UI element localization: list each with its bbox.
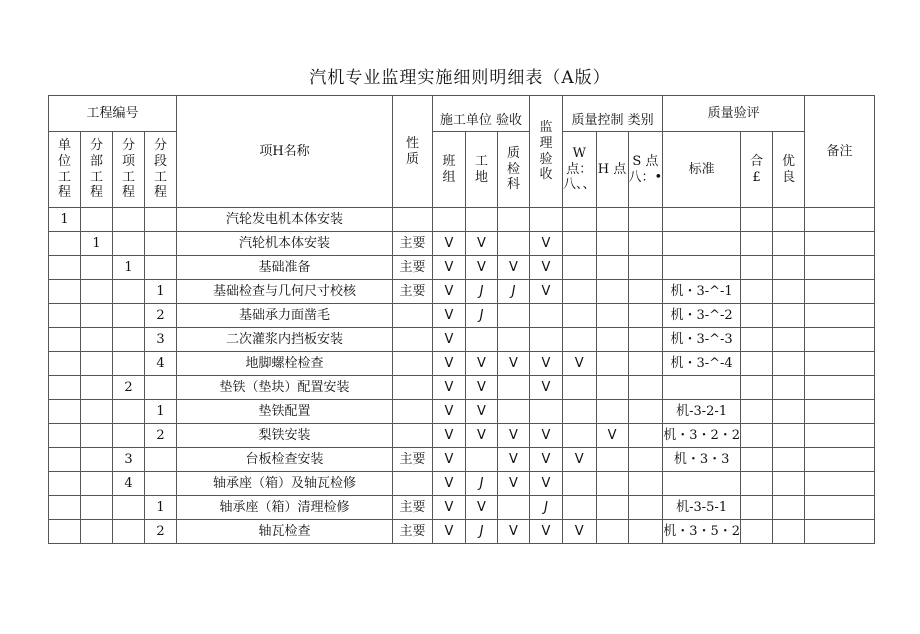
site-check-cell: V	[466, 352, 498, 376]
remarks-cell	[805, 376, 875, 400]
supervision-detail-table	[48, 95, 875, 544]
qc-check-cell	[498, 232, 530, 256]
table-row	[49, 400, 875, 424]
h-point-cell	[596, 304, 628, 328]
item-name-cell: 地脚螺栓检查	[177, 352, 393, 376]
w-point-cell	[563, 376, 597, 400]
excellent-cell	[773, 304, 805, 328]
w-point-cell	[563, 256, 597, 280]
supervision-check-cell	[530, 328, 563, 352]
standard-cell: 机-3-2-1	[663, 400, 741, 424]
excellent-cell	[773, 472, 805, 496]
standard-cell: 机・3・5・2	[663, 520, 741, 544]
nature-cell	[393, 424, 433, 448]
pass-cell	[741, 280, 773, 304]
supervision-check-cell: V	[530, 352, 563, 376]
excellent-cell	[773, 256, 805, 280]
segment-header: 分 段 工 程	[145, 132, 177, 208]
supervision-check-cell: V	[530, 472, 563, 496]
subitem-cell	[113, 232, 145, 256]
standard-cell: 机・3・2・2	[663, 424, 741, 448]
table-row	[49, 232, 875, 256]
pass-cell	[741, 448, 773, 472]
excellent-cell	[773, 208, 805, 232]
remarks-cell	[805, 256, 875, 280]
supervision-check-cell	[530, 208, 563, 232]
item-name-cell: 汽轮机本体安装	[177, 232, 393, 256]
table-row	[49, 496, 875, 520]
pass-cell	[741, 472, 773, 496]
division-cell	[81, 352, 113, 376]
segment-cell: 2	[145, 304, 177, 328]
team-check-cell	[433, 208, 466, 232]
pass-cell	[741, 400, 773, 424]
remarks-cell	[805, 448, 875, 472]
item-name-cell: 轴瓦检查	[177, 520, 393, 544]
site-check-cell: V	[466, 376, 498, 400]
item-name-cell: 垫铁配置	[177, 400, 393, 424]
supervision-check-cell: V	[530, 376, 563, 400]
s-point-cell	[628, 328, 663, 352]
h-point-cell	[596, 328, 628, 352]
h-point-cell	[596, 448, 628, 472]
unit-cell	[49, 232, 81, 256]
h-point-cell	[596, 400, 628, 424]
unit-header: 单 位 工 程	[49, 132, 81, 208]
s-point-cell	[628, 424, 663, 448]
unit-cell	[49, 400, 81, 424]
qc-check-cell: V	[498, 424, 530, 448]
unit-cell	[49, 376, 81, 400]
site-check-cell	[466, 448, 498, 472]
nature-cell	[393, 472, 433, 496]
qc-check-cell: V	[498, 520, 530, 544]
standard-cell	[663, 208, 741, 232]
qc-check-cell: V	[498, 448, 530, 472]
page-title: 汽机专业监理实施细则明细表（A版）	[309, 68, 611, 88]
supervision-check-cell: V	[530, 448, 563, 472]
h-point-cell: V	[596, 424, 628, 448]
team-check-cell: V	[433, 352, 466, 376]
table-row	[49, 520, 875, 544]
pass-cell	[741, 256, 773, 280]
team-check-cell: V	[433, 328, 466, 352]
standard-cell	[663, 232, 741, 256]
supervision-header: 监 理 验 收	[530, 96, 563, 208]
unit-cell	[49, 496, 81, 520]
nature-cell	[393, 400, 433, 424]
division-cell	[81, 496, 113, 520]
segment-cell: 3	[145, 328, 177, 352]
s-point-header: S 点 八：•	[628, 132, 663, 208]
excellent-cell	[773, 448, 805, 472]
s-point-cell	[628, 232, 663, 256]
division-cell: 1	[81, 232, 113, 256]
standard-cell: 机・3-^-1	[663, 280, 741, 304]
h-point-cell	[596, 376, 628, 400]
excellent-cell	[773, 520, 805, 544]
remarks-header: 备注	[805, 96, 875, 208]
s-point-cell	[628, 304, 663, 328]
w-point-cell	[563, 424, 597, 448]
excellent-cell	[773, 400, 805, 424]
division-cell	[81, 520, 113, 544]
pass-cell	[741, 208, 773, 232]
unit-cell	[49, 304, 81, 328]
excellent-cell	[773, 496, 805, 520]
remarks-cell	[805, 352, 875, 376]
pass-cell	[741, 520, 773, 544]
division-header: 分 部 工 程	[81, 132, 113, 208]
excellent-cell	[773, 232, 805, 256]
pass-header: 合 £	[741, 132, 773, 208]
supervision-check-cell	[530, 304, 563, 328]
nature-cell	[393, 208, 433, 232]
remarks-cell	[805, 232, 875, 256]
site-check-cell: J	[466, 472, 498, 496]
nature-cell: 主要	[393, 448, 433, 472]
h-point-header: H 点	[596, 132, 628, 208]
subitem-cell	[113, 208, 145, 232]
team-check-cell: V	[433, 400, 466, 424]
pass-cell	[741, 352, 773, 376]
unit-cell	[49, 424, 81, 448]
qc-header: 质 检 科	[498, 132, 530, 208]
table-row	[49, 328, 875, 352]
remarks-cell	[805, 496, 875, 520]
segment-cell	[145, 472, 177, 496]
team-check-cell: V	[433, 280, 466, 304]
standard-cell: 机・3・3	[663, 448, 741, 472]
item-name-cell: 基础承力面凿毛	[177, 304, 393, 328]
item-name-cell: 梨铁安装	[177, 424, 393, 448]
h-point-cell	[596, 208, 628, 232]
w-point-cell	[563, 328, 597, 352]
w-point-cell	[563, 472, 597, 496]
s-point-cell	[628, 472, 663, 496]
segment-cell: 1	[145, 496, 177, 520]
subitem-cell: 3	[113, 448, 145, 472]
header-row-1	[49, 96, 875, 132]
nature-cell: 主要	[393, 280, 433, 304]
s-point-cell	[628, 520, 663, 544]
segment-cell: 4	[145, 352, 177, 376]
w-point-cell: V	[563, 520, 597, 544]
item-name-cell: 汽轮发电机本体安装	[177, 208, 393, 232]
qc-check-cell	[498, 376, 530, 400]
qc-check-cell: J	[498, 280, 530, 304]
subitem-cell: 4	[113, 472, 145, 496]
supervision-check-cell: J	[530, 496, 563, 520]
s-point-cell	[628, 352, 663, 376]
excellent-cell	[773, 328, 805, 352]
qc-check-cell	[498, 496, 530, 520]
h-point-cell	[596, 280, 628, 304]
nature-cell: 主要	[393, 256, 433, 280]
segment-cell	[145, 232, 177, 256]
qc-check-cell: V	[498, 256, 530, 280]
w-point-cell	[563, 280, 597, 304]
site-check-cell: V	[466, 424, 498, 448]
remarks-cell	[805, 280, 875, 304]
qc-check-cell: V	[498, 352, 530, 376]
h-point-cell	[596, 520, 628, 544]
excellent-header: 优 良	[773, 132, 805, 208]
w-point-cell: V	[563, 352, 597, 376]
subitem-cell	[113, 280, 145, 304]
item-name-header: 项H名称	[177, 96, 393, 208]
qc-check-cell	[498, 304, 530, 328]
subitem-cell	[113, 304, 145, 328]
table-row	[49, 208, 875, 232]
w-point-cell	[563, 208, 597, 232]
nature-cell	[393, 304, 433, 328]
s-point-cell	[628, 256, 663, 280]
team-check-cell: V	[433, 424, 466, 448]
pass-cell	[741, 376, 773, 400]
site-check-cell: J	[466, 280, 498, 304]
supervision-check-cell	[530, 400, 563, 424]
qc-check-cell	[498, 400, 530, 424]
standard-cell: 机・3-^-2	[663, 304, 741, 328]
division-cell	[81, 400, 113, 424]
site-check-cell: V	[466, 256, 498, 280]
team-header: 班 组	[433, 132, 466, 208]
site-check-cell	[466, 328, 498, 352]
project-no-header: 工程编号	[49, 96, 177, 132]
subitem-cell	[113, 328, 145, 352]
team-check-cell: V	[433, 304, 466, 328]
remarks-cell	[805, 520, 875, 544]
table-row	[49, 424, 875, 448]
standard-header: 标准	[663, 132, 741, 208]
s-point-cell	[628, 448, 663, 472]
unit-cell	[49, 472, 81, 496]
excellent-cell	[773, 424, 805, 448]
standard-cell	[663, 472, 741, 496]
unit-cell	[49, 280, 81, 304]
item-name-cell: 台板检查安装	[177, 448, 393, 472]
division-cell	[81, 280, 113, 304]
excellent-cell	[773, 280, 805, 304]
supervision-check-cell: V	[530, 232, 563, 256]
supervision-check-cell: V	[530, 256, 563, 280]
remarks-cell	[805, 328, 875, 352]
qc-check-cell	[498, 208, 530, 232]
w-point-cell	[563, 232, 597, 256]
nature-cell: 主要	[393, 520, 433, 544]
unit-cell	[49, 352, 81, 376]
unit-cell	[49, 328, 81, 352]
unit-cell	[49, 520, 81, 544]
division-cell	[81, 304, 113, 328]
pass-cell	[741, 424, 773, 448]
h-point-cell	[596, 352, 628, 376]
subitem-cell	[113, 520, 145, 544]
nature-cell: 主要	[393, 232, 433, 256]
site-check-cell: J	[466, 304, 498, 328]
item-name-cell: 轴承座（箱）及轴瓦检修	[177, 472, 393, 496]
h-point-cell	[596, 472, 628, 496]
site-header: 工 地	[466, 132, 498, 208]
division-cell	[81, 256, 113, 280]
standard-cell	[663, 376, 741, 400]
segment-cell	[145, 376, 177, 400]
w-point-cell	[563, 496, 597, 520]
w-point-cell: V	[563, 448, 597, 472]
s-point-cell	[628, 376, 663, 400]
pass-cell	[741, 232, 773, 256]
table-row	[49, 472, 875, 496]
subitem-cell	[113, 424, 145, 448]
site-check-cell: V	[466, 232, 498, 256]
nature-header: 性 质	[393, 96, 433, 208]
team-check-cell: V	[433, 448, 466, 472]
nature-cell	[393, 352, 433, 376]
table-row	[49, 256, 875, 280]
item-name-cell: 垫铁（垫块）配置安装	[177, 376, 393, 400]
unit-cell	[49, 448, 81, 472]
header-row-2	[49, 132, 875, 208]
subitem-cell	[113, 352, 145, 376]
quality-eval-header: 质量验评	[663, 96, 805, 132]
table-row	[49, 376, 875, 400]
team-check-cell: V	[433, 232, 466, 256]
w-point-cell	[563, 400, 597, 424]
nature-cell	[393, 328, 433, 352]
subitem-header: 分 项 工 程	[113, 132, 145, 208]
remarks-cell	[805, 472, 875, 496]
team-check-cell: V	[433, 376, 466, 400]
item-name-cell: 基础准备	[177, 256, 393, 280]
pass-cell	[741, 496, 773, 520]
s-point-cell	[628, 496, 663, 520]
nature-cell	[393, 376, 433, 400]
division-cell	[81, 328, 113, 352]
unit-cell: 1	[49, 208, 81, 232]
excellent-cell	[773, 352, 805, 376]
item-name-cell: 轴承座（箱）清理检修	[177, 496, 393, 520]
table-row	[49, 352, 875, 376]
subitem-cell	[113, 496, 145, 520]
standard-cell	[663, 256, 741, 280]
subitem-cell: 1	[113, 256, 145, 280]
team-check-cell: V	[433, 256, 466, 280]
excellent-cell	[773, 376, 805, 400]
subitem-cell: 2	[113, 376, 145, 400]
standard-cell: 机-3-5-1	[663, 496, 741, 520]
s-point-cell	[628, 280, 663, 304]
division-cell	[81, 376, 113, 400]
item-name-cell: 二次灌浆内挡板安装	[177, 328, 393, 352]
segment-cell: 2	[145, 520, 177, 544]
division-cell	[81, 472, 113, 496]
table-row	[49, 280, 875, 304]
site-check-cell	[466, 208, 498, 232]
team-check-cell: V	[433, 520, 466, 544]
table-row	[49, 304, 875, 328]
site-check-cell: V	[466, 400, 498, 424]
contractor-check-header: 施工单位 验收	[433, 96, 530, 132]
w-point-header: W 点： 八、、	[563, 132, 597, 208]
qc-check-cell	[498, 328, 530, 352]
qc-check-cell: V	[498, 472, 530, 496]
nature-cell: 主要	[393, 496, 433, 520]
h-point-cell	[596, 256, 628, 280]
item-name-cell: 基础检查与几何尺寸校核	[177, 280, 393, 304]
w-point-cell	[563, 304, 597, 328]
standard-cell: 机・3-^-4	[663, 352, 741, 376]
site-check-cell: V	[466, 496, 498, 520]
quality-control-header: 质量控制 类别	[563, 96, 663, 132]
supervision-check-cell: V	[530, 280, 563, 304]
remarks-cell	[805, 208, 875, 232]
division-cell	[81, 424, 113, 448]
division-cell	[81, 448, 113, 472]
division-cell	[81, 208, 113, 232]
pass-cell	[741, 304, 773, 328]
segment-cell	[145, 256, 177, 280]
h-point-cell	[596, 232, 628, 256]
segment-cell: 2	[145, 424, 177, 448]
supervision-check-cell: V	[530, 424, 563, 448]
subitem-cell	[113, 400, 145, 424]
table-row	[49, 448, 875, 472]
segment-cell	[145, 448, 177, 472]
s-point-cell	[628, 400, 663, 424]
remarks-cell	[805, 304, 875, 328]
standard-cell: 机・3-^-3	[663, 328, 741, 352]
segment-cell: 1	[145, 280, 177, 304]
h-point-cell	[596, 496, 628, 520]
supervision-check-cell: V	[530, 520, 563, 544]
team-check-cell: V	[433, 472, 466, 496]
pass-cell	[741, 328, 773, 352]
unit-cell	[49, 256, 81, 280]
s-point-cell	[628, 208, 663, 232]
remarks-cell	[805, 424, 875, 448]
segment-cell: 1	[145, 400, 177, 424]
segment-cell	[145, 208, 177, 232]
team-check-cell: V	[433, 496, 466, 520]
remarks-cell	[805, 400, 875, 424]
site-check-cell: J	[466, 520, 498, 544]
